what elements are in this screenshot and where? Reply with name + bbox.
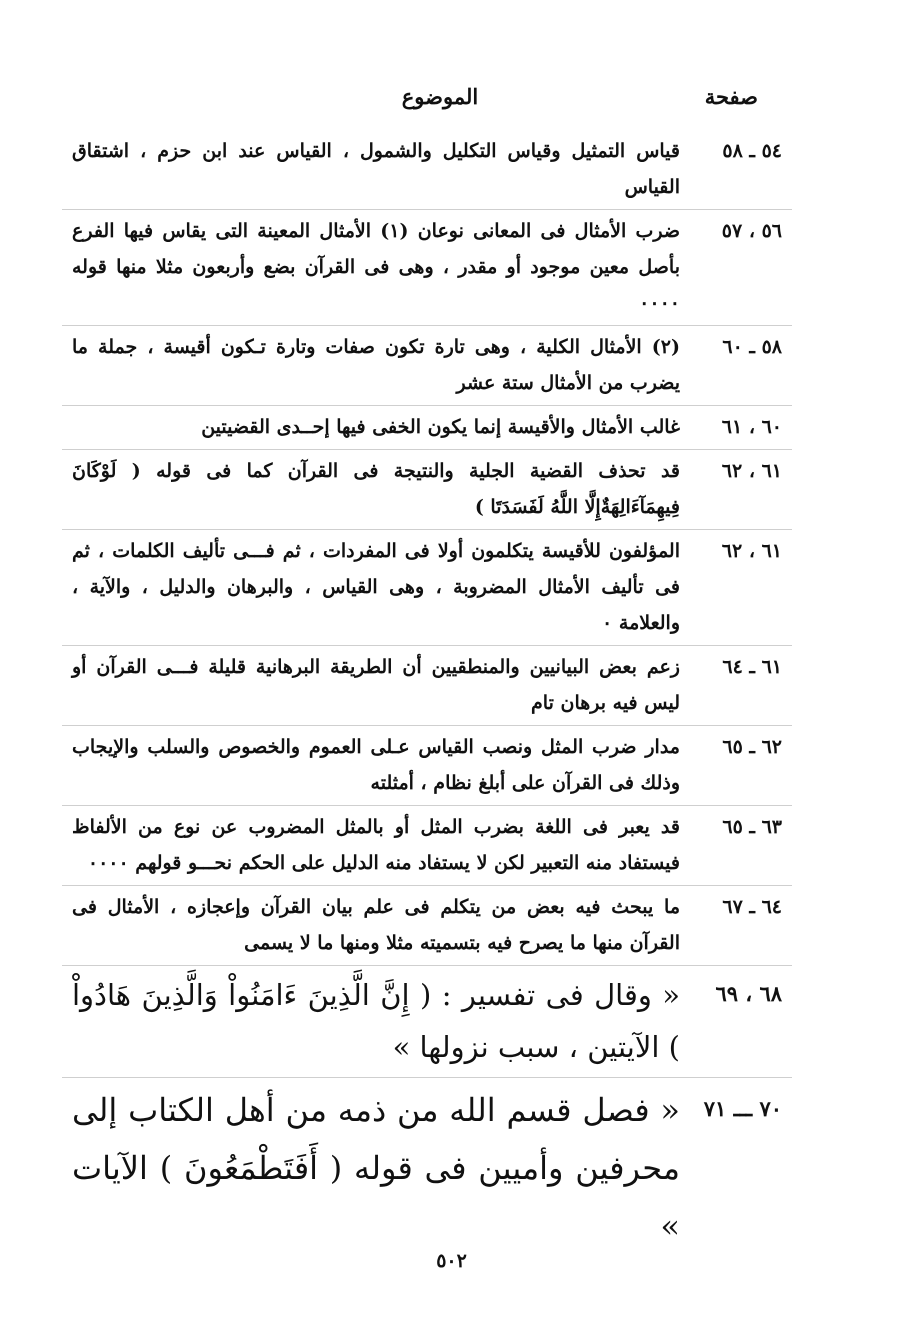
index-entry	[62, 1078, 792, 1259]
table-header	[60, 84, 780, 124]
entry-pages: ٧٠ ـــ ٧١	[703, 1096, 782, 1121]
entry-topic: « وقال فى تفسير : ( إِنَّ الَّذِينَ ءَامَنُواْ وَالَّذِينَ هَادُواْ ) الآيتين ، سبب نزولها »	[72, 978, 680, 1064]
entry-topic: ما يبحث فيه بعض من يتكلم فى علم بيان القرآن وإعجازه ، الأمثال فى القرآن منها ما يصرح فيه بتسميته مثلا ومنها ما لا يسمى	[72, 896, 680, 954]
page-number: ٥٠٢	[436, 1250, 467, 1272]
entry-topic: قد يعبر فى اللغة بضرب المثل أو بالمثل المضروب عن نوع من الألفاظ فيستفاد منه التعبير لكن لا يستفاد منه الدليل على الحكم نحـــو قولهم ٠٠٠٠	[72, 816, 680, 874]
entry-pages: ٦٤ ـ ٦٧	[722, 896, 782, 918]
entry-pages: ٥٨ ـ ٦٠	[722, 336, 782, 358]
entry-topic: غالب الأمثال والأقيسة إنما يكون الخفى فيها إحــدى القضيتين	[201, 416, 680, 438]
entry-pages: ٦٢ ـ ٦٥	[722, 736, 782, 758]
index-entry	[62, 406, 792, 450]
page-column-heading: صفحة	[704, 84, 758, 109]
entry-topic: زعم بعض البيانيين والمنطقيين أن الطريقة البرهانية قليلة فـــى القرآن أو ليس فيه برهان تام	[72, 656, 680, 714]
index-entry	[62, 326, 792, 406]
entry-pages: ٦١ ، ٦٢	[721, 460, 782, 482]
entry-topic: المؤلفون للأقيسة يتكلمون أولا فى المفردات ، ثم فـــى تأليف الكلمات ، ثم فى تأليف الأمثال المضروبة ، وهى القياس ، والبرهان والدليل ، والآية ، والعلامة ٠	[72, 540, 680, 634]
entry-topic: مدار ضرب المثل ونصب القياس عـلى العموم والخصوص والسلب والإيجاب وذلك فى القرآن على أبلغ نظام ، أمثلته	[72, 736, 680, 794]
topic-column-heading: الموضوع	[401, 84, 479, 109]
index-entry	[62, 646, 792, 726]
entry-pages: ٦٣ ـ ٦٥	[722, 816, 782, 838]
entry-pages: ٦٠ ، ٦١	[721, 416, 782, 438]
entry-pages: ٦١ ، ٦٢	[721, 540, 782, 562]
entry-topic: قياس التمثيل وقياس التكليل والشمول ، القياس عند ابن حزم ، اشتقاق القياس	[72, 140, 680, 198]
index-entry	[62, 130, 792, 210]
index-entry	[62, 726, 792, 806]
index-entry	[62, 210, 792, 326]
index-entry	[62, 450, 792, 530]
entry-pages: ٥٤ ـ ٥٨	[722, 140, 782, 162]
entry-pages: ٦٨ ، ٦٩	[715, 981, 782, 1006]
entry-topic: قد تحذف القضية الجلية والنتيجة فى القرآن كما فى قوله ( لَوْكَانَ فِيهِمَآءَالِهَةٌإِلَّا اللَّهُ لَفَسَدَتَا )	[72, 460, 680, 518]
entry-topic: « فصل قسم الله من ذمه من أهل الكتاب إلى محرفين وأميين فى قوله ( أَفَتَطْمَعُونَ ) الآيات »	[72, 1091, 680, 1245]
index-entries	[62, 130, 792, 1259]
index-entry	[62, 966, 792, 1078]
entry-pages: ٦١ ـ ٦٤	[722, 656, 782, 678]
index-entry	[62, 530, 792, 646]
entry-pages: ٥٦ ، ٥٧	[721, 220, 782, 242]
index-entry	[62, 806, 792, 886]
entry-topic: (٢) الأمثال الكلية ، وهى تارة تكون صفات وتارة تـكون أقيسة ، جملة ما يضرب من الأمثال ستة عشر	[72, 336, 680, 394]
index-entry	[62, 886, 792, 966]
entry-topic: ضرب الأمثال فى المعانى نوعان (١) الأمثال المعينة التى يقاس فيها الفرع بأصل معين موجود أو مقدر ، وهى فى القرآن بضع وأربعون مثلا منها قوله ٠٠٠٠	[72, 220, 680, 314]
